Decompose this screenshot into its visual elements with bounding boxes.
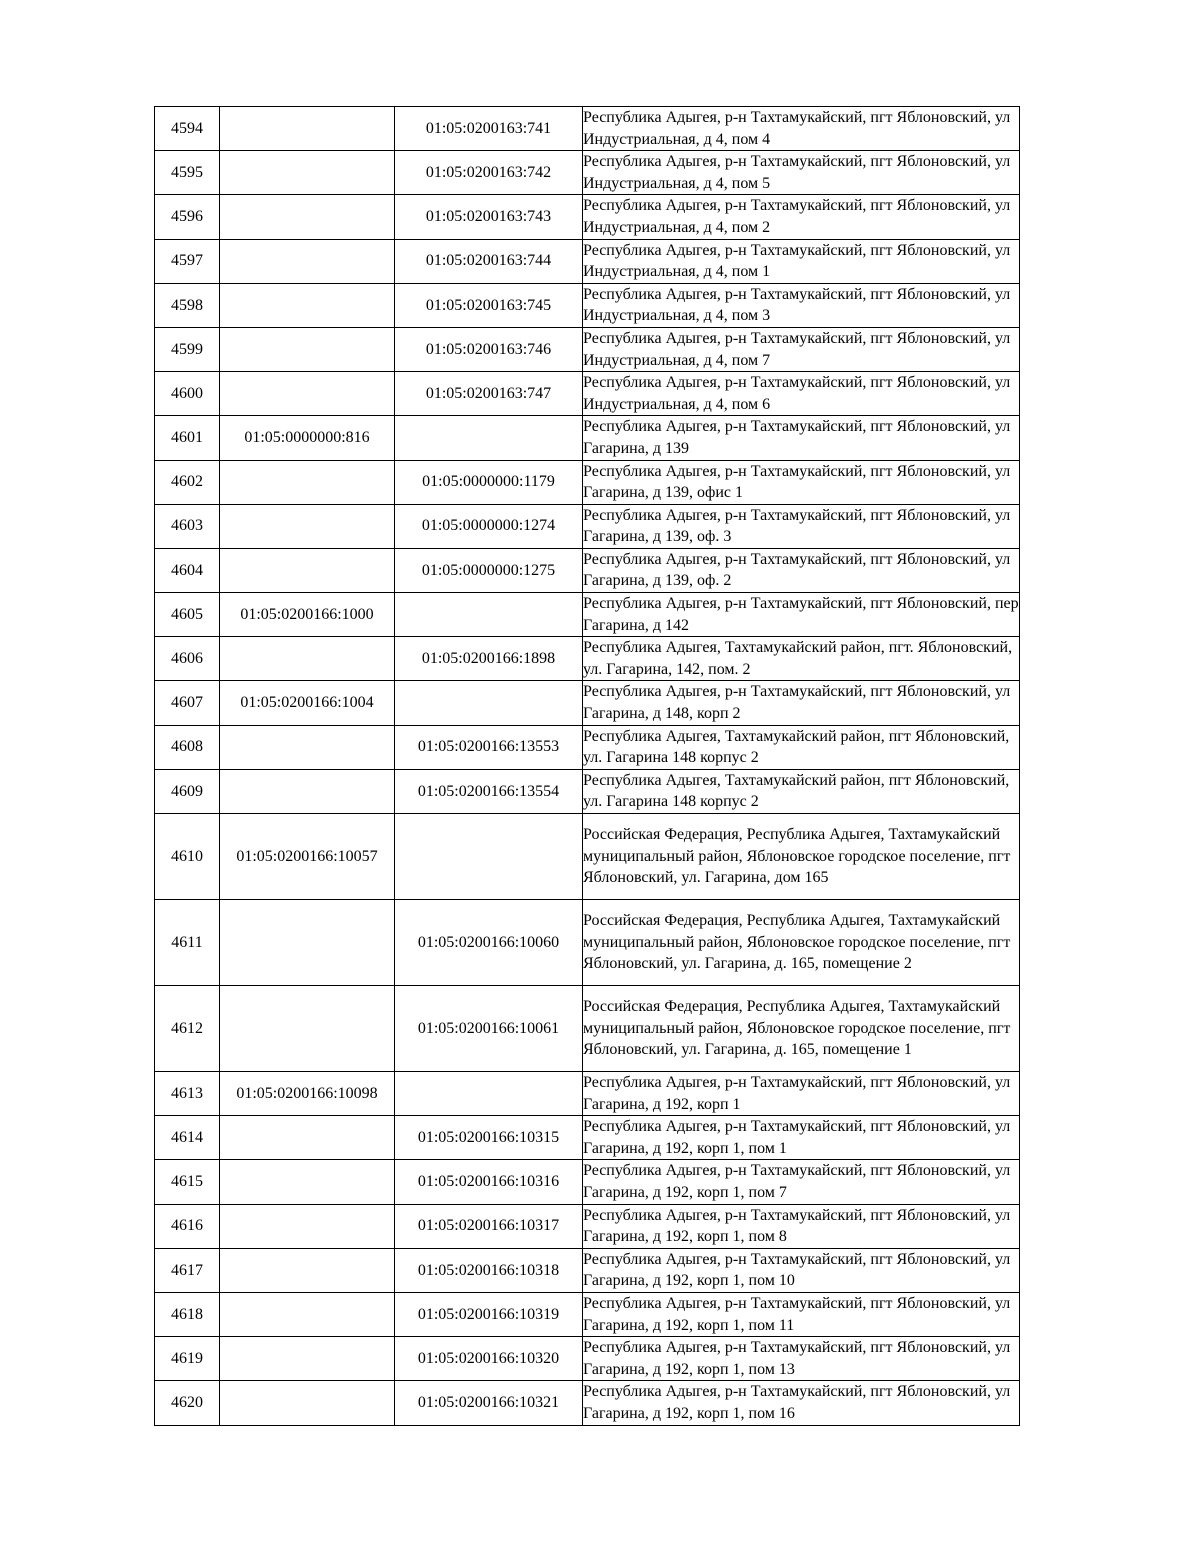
land-parcel-cadastral-number-cell: 01:05:0200166:1000 — [220, 593, 395, 637]
building-cadastral-number-cell — [395, 814, 583, 900]
table-row — [155, 1204, 1020, 1248]
table-row — [155, 1116, 1020, 1160]
land-parcel-cadastral-number-cell — [220, 1204, 395, 1248]
land-parcel-cadastral-number-cell — [220, 372, 395, 416]
table-row — [155, 725, 1020, 769]
building-cadastral-number-cell: 01:05:0200163:747 — [395, 372, 583, 416]
row-number-cell: 4613 — [155, 1072, 220, 1116]
row-number-cell: 4610 — [155, 814, 220, 900]
land-parcel-cadastral-number-cell — [220, 1381, 395, 1425]
address-cell: Республика Адыгея, р-н Тахтамукайский, пгт Яблоновский, ул Индустриальная, д 4, пом 3 — [583, 283, 1020, 327]
building-cadastral-number-cell: 01:05:0200166:10061 — [395, 986, 583, 1072]
building-cadastral-number-cell: 01:05:0200166:10319 — [395, 1292, 583, 1336]
row-number-cell: 4617 — [155, 1248, 220, 1292]
land-parcel-cadastral-number-cell — [220, 239, 395, 283]
row-number-cell: 4595 — [155, 151, 220, 195]
address-cell: Республика Адыгея, Тахтамукайский район, пгт. Яблоновский, ул. Гагарина, 142, пом. 2 — [583, 637, 1020, 681]
row-number-cell: 4616 — [155, 1204, 220, 1248]
table-row — [155, 195, 1020, 239]
building-cadastral-number-cell: 01:05:0200163:746 — [395, 327, 583, 371]
land-parcel-cadastral-number-cell — [220, 283, 395, 327]
row-number-cell: 4601 — [155, 416, 220, 460]
cadastral-registry-table — [154, 106, 1020, 1426]
row-number-cell: 4608 — [155, 725, 220, 769]
address-cell: Республика Адыгея, Тахтамукайский район, пгт Яблоновский, ул. Гагарина 148 корпус 2 — [583, 769, 1020, 813]
building-cadastral-number-cell: 01:05:0200166:10060 — [395, 900, 583, 986]
row-number-cell: 4618 — [155, 1292, 220, 1336]
land-parcel-cadastral-number-cell — [220, 107, 395, 151]
address-cell: Республика Адыгея, р-н Тахтамукайский, пгт Яблоновский, ул Гагарина, д 192, корп 1, пом 10 — [583, 1248, 1020, 1292]
building-cadastral-number-cell: 01:05:0200166:13553 — [395, 725, 583, 769]
address-cell: Российская Федерация, Республика Адыгея, Тахтамукайский муниципальный район, Яблоновское городское поселение, пгт Яблоновский, ул. Гагарина, д. 165, помещение 1 — [583, 986, 1020, 1072]
table-row — [155, 681, 1020, 725]
building-cadastral-number-cell: 01:05:0200166:1898 — [395, 637, 583, 681]
land-parcel-cadastral-number-cell — [220, 1160, 395, 1204]
building-cadastral-number-cell: 01:05:0000000:1274 — [395, 504, 583, 548]
address-cell: Республика Адыгея, р-н Тахтамукайский, пгт Яблоновский, ул Гагарина, д 139, оф. 2 — [583, 548, 1020, 592]
address-cell: Республика Адыгея, р-н Тахтамукайский, пгт Яблоновский, ул Индустриальная, д 4, пом 2 — [583, 195, 1020, 239]
building-cadastral-number-cell — [395, 416, 583, 460]
row-number-cell: 4605 — [155, 593, 220, 637]
address-cell: Республика Адыгея, р-н Тахтамукайский, пгт Яблоновский, ул Гагарина, д 139, оф. 3 — [583, 504, 1020, 548]
row-number-cell: 4606 — [155, 637, 220, 681]
row-number-cell: 4594 — [155, 107, 220, 151]
table-row — [155, 283, 1020, 327]
address-cell: Республика Адыгея, р-н Тахтамукайский, пгт Яблоновский, ул Гагарина, д 192, корп 1, пом 11 — [583, 1292, 1020, 1336]
row-number-cell: 4599 — [155, 327, 220, 371]
row-number-cell: 4603 — [155, 504, 220, 548]
table-row — [155, 372, 1020, 416]
land-parcel-cadastral-number-cell — [220, 460, 395, 504]
land-parcel-cadastral-number-cell — [220, 725, 395, 769]
row-number-cell: 4604 — [155, 548, 220, 592]
building-cadastral-number-cell — [395, 593, 583, 637]
row-number-cell: 4596 — [155, 195, 220, 239]
building-cadastral-number-cell: 01:05:0200163:745 — [395, 283, 583, 327]
building-cadastral-number-cell: 01:05:0200166:10320 — [395, 1337, 583, 1381]
building-cadastral-number-cell — [395, 1072, 583, 1116]
address-cell: Республика Адыгея, р-н Тахтамукайский, пгт Яблоновский, ул Гагарина, д 139, офис 1 — [583, 460, 1020, 504]
table-row — [155, 1072, 1020, 1116]
row-number-cell: 4615 — [155, 1160, 220, 1204]
table-row — [155, 637, 1020, 681]
table-row — [155, 1160, 1020, 1204]
row-number-cell: 4620 — [155, 1381, 220, 1425]
table-row — [155, 769, 1020, 813]
building-cadastral-number-cell: 01:05:0200166:13554 — [395, 769, 583, 813]
table-row — [155, 1248, 1020, 1292]
land-parcel-cadastral-number-cell — [220, 637, 395, 681]
address-cell: Республика Адыгея, р-н Тахтамукайский, пгт Яблоновский, ул Индустриальная, д 4, пом 4 — [583, 107, 1020, 151]
address-cell: Республика Адыгея, р-н Тахтамукайский, пгт Яблоновский, ул Гагарина, д 192, корп 1, пом 13 — [583, 1337, 1020, 1381]
row-number-cell: 4611 — [155, 900, 220, 986]
row-number-cell: 4614 — [155, 1116, 220, 1160]
building-cadastral-number-cell: 01:05:0200163:744 — [395, 239, 583, 283]
address-cell: Республика Адыгея, р-н Тахтамукайский, пгт Яблоновский, ул Индустриальная, д 4, пом 5 — [583, 151, 1020, 195]
address-cell: Республика Адыгея, Тахтамукайский район, пгт Яблоновский, ул. Гагарина 148 корпус 2 — [583, 725, 1020, 769]
table-row — [155, 986, 1020, 1072]
table-row — [155, 416, 1020, 460]
land-parcel-cadastral-number-cell: 01:05:0000000:816 — [220, 416, 395, 460]
land-parcel-cadastral-number-cell — [220, 769, 395, 813]
land-parcel-cadastral-number-cell — [220, 195, 395, 239]
building-cadastral-number-cell — [395, 681, 583, 725]
building-cadastral-number-cell: 01:05:0000000:1179 — [395, 460, 583, 504]
land-parcel-cadastral-number-cell — [220, 1116, 395, 1160]
address-cell: Российская Федерация, Республика Адыгея, Тахтамукайский муниципальный район, Яблоновское городское поселение, пгт Яблоновский, ул. Гагарина, дом 165 — [583, 814, 1020, 900]
address-cell: Республика Адыгея, р-н Тахтамукайский, пгт Яблоновский, ул Гагарина, д 192, корп 1 — [583, 1072, 1020, 1116]
building-cadastral-number-cell: 01:05:0200166:10318 — [395, 1248, 583, 1292]
table-row — [155, 900, 1020, 986]
land-parcel-cadastral-number-cell — [220, 900, 395, 986]
table-row — [155, 593, 1020, 637]
table-row — [155, 239, 1020, 283]
land-parcel-cadastral-number-cell — [220, 1292, 395, 1336]
row-number-cell: 4600 — [155, 372, 220, 416]
building-cadastral-number-cell: 01:05:0000000:1275 — [395, 548, 583, 592]
land-parcel-cadastral-number-cell — [220, 1337, 395, 1381]
building-cadastral-number-cell: 01:05:0200163:742 — [395, 151, 583, 195]
address-cell: Российская Федерация, Республика Адыгея, Тахтамукайский муниципальный район, Яблоновское городское поселение, пгт Яблоновский, ул. Гагарина, д. 165, помещение 2 — [583, 900, 1020, 986]
land-parcel-cadastral-number-cell: 01:05:0200166:10057 — [220, 814, 395, 900]
building-cadastral-number-cell: 01:05:0200166:10321 — [395, 1381, 583, 1425]
building-cadastral-number-cell: 01:05:0200163:743 — [395, 195, 583, 239]
table-row — [155, 1337, 1020, 1381]
building-cadastral-number-cell: 01:05:0200166:10315 — [395, 1116, 583, 1160]
building-cadastral-number-cell: 01:05:0200166:10317 — [395, 1204, 583, 1248]
address-cell: Республика Адыгея, р-н Тахтамукайский, пгт Яблоновский, ул Индустриальная, д 4, пом 1 — [583, 239, 1020, 283]
table-row — [155, 814, 1020, 900]
address-cell: Республика Адыгея, р-н Тахтамукайский, пгт Яблоновский, ул Гагарина, д 192, корп 1, пом 16 — [583, 1381, 1020, 1425]
address-cell: Республика Адыгея, р-н Тахтамукайский, пгт Яблоновский, ул Гагарина, д 192, корп 1, пом 1 — [583, 1116, 1020, 1160]
building-cadastral-number-cell: 01:05:0200163:741 — [395, 107, 583, 151]
row-number-cell: 4619 — [155, 1337, 220, 1381]
table-row — [155, 327, 1020, 371]
land-parcel-cadastral-number-cell: 01:05:0200166:10098 — [220, 1072, 395, 1116]
address-cell: Республика Адыгея, р-н Тахтамукайский, пгт Яблоновский, ул Гагарина, д 192, корп 1, пом 7 — [583, 1160, 1020, 1204]
land-parcel-cadastral-number-cell — [220, 504, 395, 548]
row-number-cell: 4597 — [155, 239, 220, 283]
building-cadastral-number-cell: 01:05:0200166:10316 — [395, 1160, 583, 1204]
table-row — [155, 460, 1020, 504]
address-cell: Республика Адыгея, р-н Тахтамукайский, пгт Яблоновский, ул Гагарина, д 148, корп 2 — [583, 681, 1020, 725]
land-parcel-cadastral-number-cell: 01:05:0200166:1004 — [220, 681, 395, 725]
land-parcel-cadastral-number-cell — [220, 151, 395, 195]
registry-table-body — [155, 107, 1020, 1426]
table-row — [155, 504, 1020, 548]
table-row — [155, 151, 1020, 195]
row-number-cell: 4598 — [155, 283, 220, 327]
land-parcel-cadastral-number-cell — [220, 327, 395, 371]
row-number-cell: 4609 — [155, 769, 220, 813]
address-cell: Республика Адыгея, р-н Тахтамукайский, пгт Яблоновский, ул Индустриальная, д 4, пом 7 — [583, 327, 1020, 371]
table-row — [155, 107, 1020, 151]
row-number-cell: 4607 — [155, 681, 220, 725]
land-parcel-cadastral-number-cell — [220, 548, 395, 592]
row-number-cell: 4612 — [155, 986, 220, 1072]
row-number-cell: 4602 — [155, 460, 220, 504]
table-row — [155, 548, 1020, 592]
address-cell: Республика Адыгея, р-н Тахтамукайский, пгт Яблоновский, ул Гагарина, д 139 — [583, 416, 1020, 460]
address-cell: Республика Адыгея, р-н Тахтамукайский, пгт Яблоновский, ул Гагарина, д 192, корп 1, пом 8 — [583, 1204, 1020, 1248]
address-cell: Республика Адыгея, р-н Тахтамукайский, пгт Яблоновский, ул Индустриальная, д 4, пом 6 — [583, 372, 1020, 416]
land-parcel-cadastral-number-cell — [220, 986, 395, 1072]
address-cell: Республика Адыгея, р-н Тахтамукайский, пгт Яблоновский, пер Гагарина, д 142 — [583, 593, 1020, 637]
table-row — [155, 1292, 1020, 1336]
table-row — [155, 1381, 1020, 1425]
land-parcel-cadastral-number-cell — [220, 1248, 395, 1292]
